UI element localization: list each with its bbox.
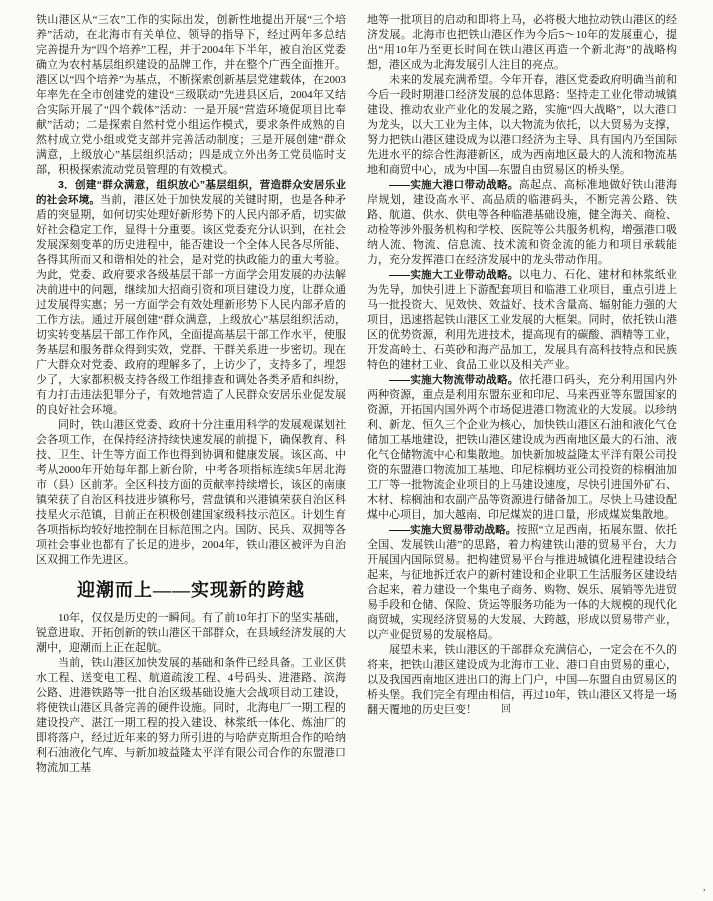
paragraph	[36, 611, 346, 656]
paragraph	[367, 178, 677, 268]
paragraph	[367, 373, 677, 523]
paragraph-text: 同时，铁山港区党委、政府十分注重用科学的发展观谋划社会各项工作，在保持经济持续快速发展的前提下，确保教育、科技、卫生、计生等方面工作也得到协调和健康发展。该区高、中考从2000年开始每年都上新台阶，中考各项指标连续5年居北海市（县）区前茅。全区科技方面的贡献率持续增长，该区的南康镇荣获了自治区科技进步镇称号，营盘镇和兴港镇荣获自治区科技星火示范镇，目前正在积极创建国家级科技示范区。计划生育各项指标均较好地控制在目标范围之内。国防、民兵、双拥等各项社会事业也都有了长足的进步，2004年，铁山港区被评为自治区双拥工作先进区。	[36, 419, 346, 566]
paragraph	[36, 13, 346, 178]
paragraph	[36, 656, 346, 776]
paragraph-lead: ——实施大港口带动战略。	[389, 179, 519, 191]
paragraph-text: 以电力、石化、建材和林浆纸业为先导，加快引进上下游配套项目和临港工业项目，重点引进上马一批投资大、见效快、效益好、技术含量高、辐射能力强的大项目，迅速搭起铁山港区工业发展的大框架。同时，依托铁山港区的优势资源，利用先进技术，提高现有的碳酸、酒精等工业，开发高岭土、石英砂和海产品加工，发展具有高科技特点和民族特色的建材工业、食品工业以及相关产业。	[367, 269, 678, 371]
paragraph-text: 地等一批项目的启动和即将上马，必将极大地拉动铁山港区的经济发展。北海市也把铁山港区作为今后5～10年的发展重心，提出“用10年乃至更长时间在铁山港区再造一个新北海”的战略构想，港区成为北海发展引人注目的亮点。	[367, 14, 677, 71]
paragraph-lead: ——实施大物流带动战略。	[389, 374, 519, 386]
paragraph-text: 铁山港区从“三农”工作的实际出发，创新性地提出开展“三个培养”活动，在北海市有关单位、领导的指导下，经过两年多总结完善提升为“四个培养”工程，并于2004年下半年，被自治区党委确立为农村基层组织建设的品牌工作，并在整个广西全面推开。港区以“四个培养”为基点，不断探索创新基层党建载体，在2003年率先在全市创建党的建设“三级联动”先进县区后，2004年又结合实际开展了“四个载体”活动：一是开展“营造环境促项目比奉献”活动；二是探索自然村党小组运作模式，要求条件成熟的自然村成立党小组或党支部并完善活动制度；三是开展创建“群众满意，上级放心”基层组织活动；四是成立外出务工党员临时支部，积极探索流动党员管理的有效模式。	[36, 14, 346, 176]
section-heading: 迎潮而上——实现新的跨越	[77, 580, 305, 600]
left-column	[36, 13, 346, 776]
paragraph-text: 按照“立足西南，拓展东盟、依托全国、发展铁山港”的思路，着力构建铁山港的贸易平台，大力开展国内国际贸易。把构建贸易平台与推进城镇化进程建设结合起来，与征地拆迁农户的新村建设和企业职工生活服务区建设结合起来，着力建设一个集电子商务、购物、娱乐、展销等先进贸易手段和仓储、保险、货运等服务功能为一体的大规模的现代化商贸城，实现经济贸易的大发展、大跨越，形成以贸易带产业，以产业促贸易的发展格局。	[367, 524, 677, 641]
paragraph-text: 10年，仅仅是历史的一瞬间。有了前10年打下的坚实基础，锐意进取、开拓创新的铁山港区干部群众，在县域经济发展的大潮中，迎潮而上正在起航。	[36, 612, 346, 654]
paragraph	[36, 178, 346, 418]
paragraph-text: 依托港口码头，充分利用国内外两种资源，重点是利用东盟东亚和印尼、马来西亚等东盟国家的资源，开拓国内国外两个市场促进港口物流业的大发展。以珍纳利、新龙、恒久三个企业为核心，加快铁山港区石油和液化气仓储加工基地建设，把铁山港区建设成为西南地区最大的石油、液化气仓储物流中心和集散地。加快新加坡益隆太平洋有限公司投资的东盟港口物流加工基地、印尼棕榈坊亚公司投资的棕榈油加工厂等一批物流企业项目的上马建设速度，尽快引进国外矿石、木材、棕榈油和农副产品等资源进行储备加工。尽快上马建设配煤中心项目，加大越南、印尼煤炭的进口量，形成煤炭集散地。	[367, 374, 678, 521]
paragraph-lead: 3．创建“群众满意，组织放心”基层组织，营造群众安居乐业的社会环境。	[36, 179, 346, 206]
paragraph-text: 未来的发展充满希望。今年开春，港区党委政府明确当前和今后一段时期港口经济发展的总体思路：坚持走工业化带动城镇建设、推动农业产业化的发展之路，实施“四大战略”，以大港口为龙头，以大工业为主体，以大物流为依托，以大贸易为支撑，努力把铁山港区建设成为以港口经济为主导、具有国内乃至国际先进水平的综合性海港新区，成为西南地区最大的人流和物流基地和商贸中心，成为中国—东盟自由贸易区的桥头堡。	[367, 74, 677, 176]
right-column	[367, 13, 677, 776]
scan-artifact-mark: ’	[702, 887, 706, 899]
paragraph	[367, 643, 677, 718]
paragraph-lead: ——实施大贸易带动战略。	[389, 524, 517, 536]
paragraph	[367, 523, 677, 643]
paragraph-text: 当前，港区处于加快发展的关键时期，也是各种矛盾的突显期，如何切实处理好新形势下的人民内部矛盾，切实做好社会稳定工作，显得十分重要。该区党委充分认识到，在社会发展深刻变革的历史进程中，能否建设一个全体人民各尽所能、各得其所而又和谐相处的社会，是对党的执政能力的重大考验。为此，党委、政府要求各级基层干部一方面学会用发展的办法解决前进中的问题，继续加大招商引资和项目建设力度，让群众通过发展得实惠；另一方面学会有效处理新形势下人民内部矛盾的工作方法。通过开展创建“群众满意，上级放心”基层组织活动，切实转变基层干部工作作风，全面提高基层干部工作水平，使服务基层和服务群众得到实效，党群、干群关系进一步密切。现在广大群众对党委、政府的理解多了，上访少了，支持多了，埋怨少了，大家都积极支持各级工作组排查和调处各类矛盾和纠纷，有力打击违法犯罪分子，有效地营造了人民群众安居乐业促发展的良好社会环境。	[36, 194, 347, 416]
paragraph-text: 当前，铁山港区加快发展的基础和条件已经具备。工业区供水工程、送变电工程、航道疏浚工程、4号码头、进港路、滨海公路、进港铁路等一批自治区级基础设施大会战项目动工建设，将使铁山港区具备完善的硬件设施。同时，北海电厂一期工程的建设投产、湛江一期工程的投入建设、林浆纸一体化、炼油厂的即将落户，经过近年来的努力所引进的与哈萨克斯坦合作的哈纳利石油液化气库、与新加坡益隆太平洋有限公司合作的东盟港口物流加工基	[36, 657, 346, 774]
paragraph-text: 高起点、高标准地做好铁山港海岸规划，建设高水平、高品质的临港码头，不断完善公路、铁路、航道、供水、供电等各种临港基础设施，健全海关、商检、动检等涉外服务机构和学校、医院等公共服务机构，增强港口吸纳人流、物流、信息流、技术流和资金流的能力和项目承载能力，充分发挥港口在经济发展中的龙头带动作用。	[367, 179, 678, 266]
article-end-mark: 回	[501, 704, 511, 715]
paragraph	[367, 73, 677, 178]
paragraph	[36, 418, 346, 568]
paragraph	[367, 13, 677, 73]
paragraph-text: 展望未来，铁山港区的干部群众充满信心，一定会在不久的将来，把铁山港区建设成为北海市工业、港口自由贸易的重心，以及我国西南地区进出口的海上门户，中国—东盟自由贸易区的桥头堡。我们完全有理由相信，再过10年，铁山港区又将是一场翻天覆地的历史巨变！	[367, 644, 677, 716]
paragraph-lead: ——实施大工业带动战略。	[389, 269, 519, 281]
paragraph	[367, 268, 677, 373]
